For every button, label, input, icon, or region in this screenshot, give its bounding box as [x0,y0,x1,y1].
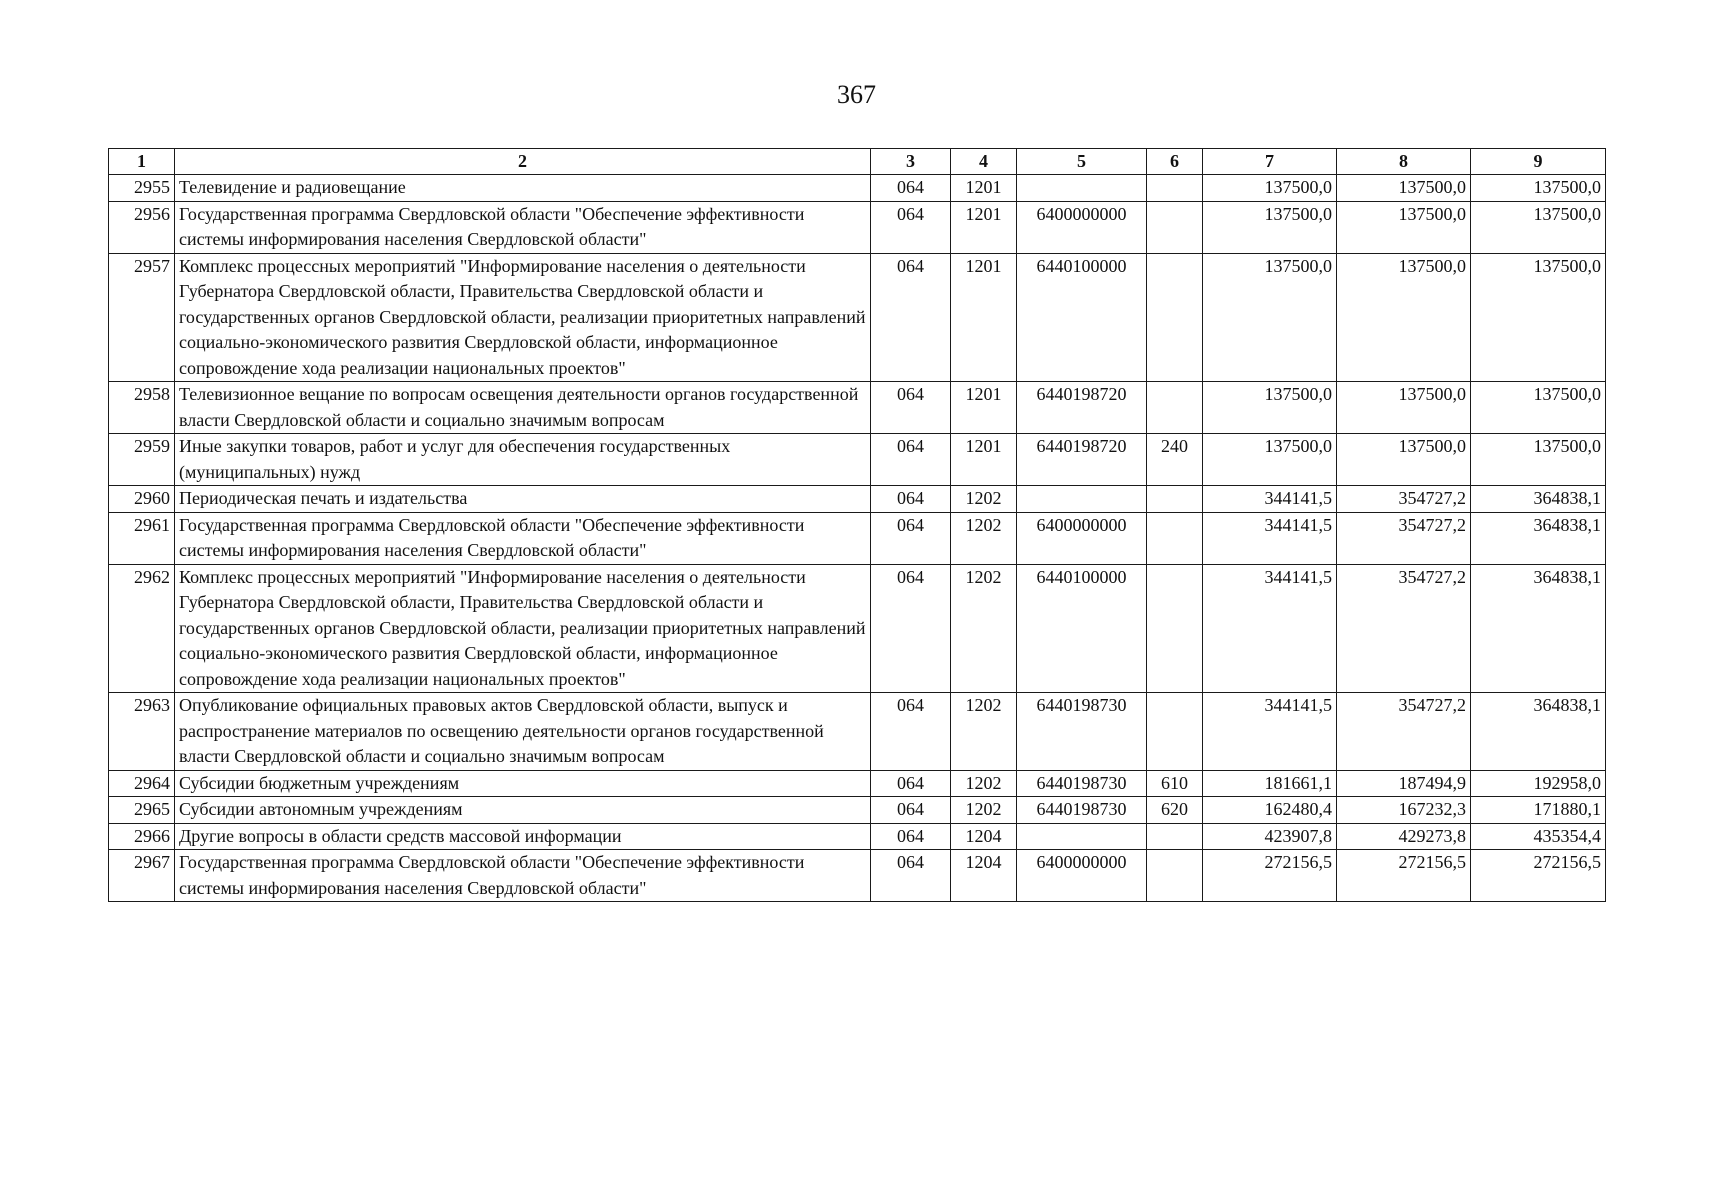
row-value-col8: 272156,5 [1337,850,1471,902]
table-row [109,512,1606,564]
row-value-col8: 137500,0 [1337,201,1471,253]
row-number: 2956 [109,201,175,253]
row-code-col5 [1017,823,1147,850]
row-code-col5: 6400000000 [1017,512,1147,564]
table-row [109,382,1606,434]
row-code-col4: 1201 [951,382,1017,434]
row-code-col4: 1201 [951,434,1017,486]
row-name: Опубликование официальных правовых актов Свердловской области, выпуск и распространение материалов по освещению деятельности органов государственной власти Свердловской области и социально значимым вопросам [175,693,871,771]
row-code-col5: 6400000000 [1017,201,1147,253]
row-value-col7: 344141,5 [1203,486,1337,513]
row-value-col9: 364838,1 [1471,693,1606,771]
row-code-col3: 064 [871,770,951,797]
row-code-col5: 6440198730 [1017,797,1147,824]
row-number: 2962 [109,564,175,693]
row-code-col5: 6440198720 [1017,382,1147,434]
table-row [109,486,1606,513]
header-col-4: 4 [951,149,1017,175]
row-code-col5: 6440198720 [1017,434,1147,486]
row-value-col9: 137500,0 [1471,175,1606,202]
table-row [109,797,1606,824]
header-col-9: 9 [1471,149,1606,175]
header-col-6: 6 [1147,149,1203,175]
row-number: 2957 [109,253,175,382]
row-code-col4: 1204 [951,823,1017,850]
row-code-col6: 620 [1147,797,1203,824]
row-code-col4: 1204 [951,850,1017,902]
header-col-2: 2 [175,149,871,175]
row-value-col9: 137500,0 [1471,434,1606,486]
row-code-col5: 6440198730 [1017,693,1147,771]
table-row [109,434,1606,486]
table-header [109,149,1606,175]
row-number: 2966 [109,823,175,850]
row-code-col3: 064 [871,486,951,513]
row-number: 2958 [109,382,175,434]
row-value-col7: 423907,8 [1203,823,1337,850]
row-code-col3: 064 [871,512,951,564]
table-row [109,770,1606,797]
table-row [109,823,1606,850]
row-code-col3: 064 [871,564,951,693]
table-row [109,850,1606,902]
row-code-col4: 1202 [951,770,1017,797]
row-number: 2965 [109,797,175,824]
row-code-col3: 064 [871,201,951,253]
row-value-col7: 137500,0 [1203,382,1337,434]
row-value-col9: 364838,1 [1471,486,1606,513]
row-code-col4: 1202 [951,564,1017,693]
row-value-col7: 137500,0 [1203,253,1337,382]
row-value-col8: 354727,2 [1337,564,1471,693]
row-name: Иные закупки товаров, работ и услуг для обеспечения государственных (муниципальных) нужд [175,434,871,486]
row-value-col9: 137500,0 [1471,382,1606,434]
table-row [109,201,1606,253]
row-value-col7: 272156,5 [1203,850,1337,902]
row-code-col3: 064 [871,253,951,382]
row-code-col3: 064 [871,823,951,850]
row-code-col6 [1147,823,1203,850]
row-name: Периодическая печать и издательства [175,486,871,513]
row-value-col9: 171880,1 [1471,797,1606,824]
row-name: Комплекс процессных мероприятий "Информирование населения о деятельности Губернатора Свердловской области, Правительства Свердловской области и государственных органов Свердловской области, реализации приоритетных направлений социально-экономического развития Свердловской области, информационное сопровождение хода реализации национальных проектов" [175,564,871,693]
row-value-col9: 137500,0 [1471,253,1606,382]
row-value-col8: 187494,9 [1337,770,1471,797]
row-code-col5: 6400000000 [1017,850,1147,902]
row-number: 2960 [109,486,175,513]
row-value-col8: 137500,0 [1337,175,1471,202]
row-value-col8: 137500,0 [1337,253,1471,382]
page-number: 367 [837,80,876,109]
row-value-col8: 354727,2 [1337,486,1471,513]
row-value-col9: 192958,0 [1471,770,1606,797]
row-value-col7: 162480,4 [1203,797,1337,824]
row-code-col3: 064 [871,382,951,434]
row-code-col3: 064 [871,693,951,771]
table-row [109,253,1606,382]
row-name: Государственная программа Свердловской области "Обеспечение эффективности системы информирования населения Свердловской области" [175,512,871,564]
row-number: 2964 [109,770,175,797]
row-value-col8: 354727,2 [1337,512,1471,564]
row-code-col4: 1202 [951,693,1017,771]
row-value-col7: 137500,0 [1203,201,1337,253]
row-number: 2967 [109,850,175,902]
row-code-col6 [1147,564,1203,693]
row-code-col6 [1147,486,1203,513]
row-value-col9: 435354,4 [1471,823,1606,850]
row-value-col8: 354727,2 [1337,693,1471,771]
row-number: 2959 [109,434,175,486]
row-value-col8: 167232,3 [1337,797,1471,824]
row-value-col7: 344141,5 [1203,512,1337,564]
header-col-1: 1 [109,149,175,175]
row-value-col9: 137500,0 [1471,201,1606,253]
row-code-col6 [1147,512,1203,564]
row-value-col7: 137500,0 [1203,175,1337,202]
row-code-col5: 6440198730 [1017,770,1147,797]
table-row [109,693,1606,771]
row-code-col5 [1017,486,1147,513]
row-number: 2963 [109,693,175,771]
header-col-7: 7 [1203,149,1337,175]
row-code-col5: 6440100000 [1017,253,1147,382]
row-name: Телевизионное вещание по вопросам освещения деятельности органов государственной власти Свердловской области и социально значимым вопросам [175,382,871,434]
row-code-col4: 1201 [951,201,1017,253]
row-code-col6 [1147,253,1203,382]
row-value-col8: 137500,0 [1337,382,1471,434]
row-value-col7: 137500,0 [1203,434,1337,486]
row-value-col7: 181661,1 [1203,770,1337,797]
row-value-col7: 344141,5 [1203,564,1337,693]
table-body [109,175,1606,902]
row-name: Субсидии бюджетным учреждениям [175,770,871,797]
row-code-col3: 064 [871,850,951,902]
table-row [109,175,1606,202]
row-code-col6: 610 [1147,770,1203,797]
table-row [109,564,1606,693]
row-code-col4: 1201 [951,253,1017,382]
row-code-col3: 064 [871,434,951,486]
row-code-col4: 1202 [951,797,1017,824]
row-value-col8: 137500,0 [1337,434,1471,486]
header-col-5: 5 [1017,149,1147,175]
row-code-col6 [1147,693,1203,771]
row-code-col3: 064 [871,175,951,202]
row-value-col9: 272156,5 [1471,850,1606,902]
header-row [109,149,1606,175]
row-name: Телевидение и радиовещание [175,175,871,202]
row-code-col4: 1202 [951,486,1017,513]
row-code-col6: 240 [1147,434,1203,486]
row-number: 2961 [109,512,175,564]
row-code-col4: 1202 [951,512,1017,564]
row-value-col7: 344141,5 [1203,693,1337,771]
row-code-col6 [1147,201,1203,253]
row-code-col3: 064 [871,797,951,824]
row-name: Комплекс процессных мероприятий "Информирование населения о деятельности Губернатора Свердловской области, Правительства Свердловской области и государственных органов Свердловской области, реализации приоритетных направлений социально-экономического развития Свердловской области, информационное сопровождение хода реализации национальных проектов" [175,253,871,382]
row-code-col5 [1017,175,1147,202]
row-name: Другие вопросы в области средств массовой информации [175,823,871,850]
budget-table [108,148,1606,902]
row-value-col9: 364838,1 [1471,512,1606,564]
row-value-col9: 364838,1 [1471,564,1606,693]
row-name: Государственная программа Свердловской области "Обеспечение эффективности системы информирования населения Свердловской области" [175,201,871,253]
row-code-col4: 1201 [951,175,1017,202]
row-name: Субсидии автономным учреждениям [175,797,871,824]
row-code-col5: 6440100000 [1017,564,1147,693]
header-col-3: 3 [871,149,951,175]
row-number: 2955 [109,175,175,202]
header-col-8: 8 [1337,149,1471,175]
row-code-col6 [1147,382,1203,434]
row-name: Государственная программа Свердловской области "Обеспечение эффективности системы информирования населения Свердловской области" [175,850,871,902]
row-code-col6 [1147,850,1203,902]
row-code-col6 [1147,175,1203,202]
row-value-col8: 429273,8 [1337,823,1471,850]
